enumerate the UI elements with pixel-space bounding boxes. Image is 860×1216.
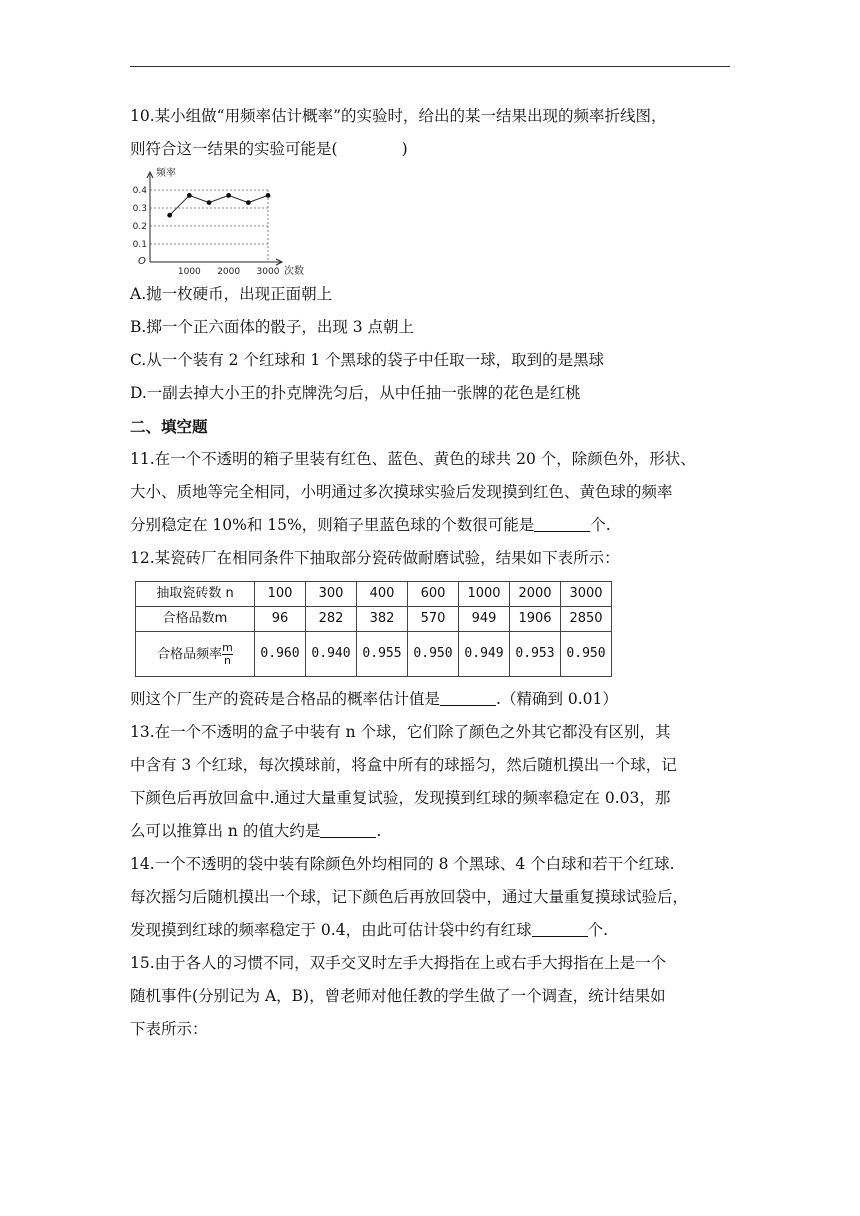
answer-blank	[534, 514, 590, 532]
tile-test-table	[135, 581, 612, 677]
q13-line-4: 么可以推算出 n 的值大约是 .	[130, 822, 382, 840]
q10-option-b: B.掷一个正六面体的骰子，出现 3 点朝上	[130, 318, 415, 336]
x-tick-label: 1000	[177, 267, 201, 277]
origin-label: O	[138, 256, 146, 267]
x-axis-label: 次数	[284, 266, 304, 277]
worksheet-content	[130, 100, 730, 1046]
x-tick-label: 3000	[256, 267, 280, 277]
q11-line-3: 分别稳定在 10%和 15%，则箱子里蓝色球的个数很可能是 个.	[130, 516, 611, 534]
table-cell: 0.953	[510, 632, 561, 677]
table-cell: 282	[306, 607, 357, 632]
q15-line-2: 随机事件(分别记为 A，B)，曾老师对他任教的学生做了一个调查，统计结果如	[130, 987, 666, 1005]
q10-option-a: A.抛一枚硬币，出现正面朝上	[130, 285, 333, 303]
q15-line-1: 15.由于各人的习惯不同，双手交叉时左手大拇指在上或右手大拇指在上是一个	[130, 954, 667, 972]
frequency-series-line	[170, 195, 268, 215]
table-cell: 96	[255, 607, 306, 632]
fraction-m-over-n: $\frac{m}{n}$	[222, 640, 233, 667]
table-cell: 300	[306, 582, 357, 607]
q13-line-1: 13.在一个不透明的盒子中装有 n 个球，它们除了颜色之外其它都没有区别，其	[130, 723, 671, 741]
row-header: 抽取瓷砖数 n	[136, 582, 255, 607]
q11-line-1: 11.在一个不透明的箱子里装有红色、蓝色、黄色的球共 20 个，除颜色外，形状、	[130, 450, 696, 468]
table-cell: 1000	[459, 582, 510, 607]
q14-line-1: 14.一个不透明的袋中装有除颜色外均相同的 8 个黑球、4 个白球和若干个红球.	[130, 855, 675, 873]
data-point	[187, 193, 192, 198]
data-point	[266, 193, 271, 198]
table-cell: 1906	[510, 607, 561, 632]
table-row	[136, 632, 612, 677]
table-cell: 0.950	[561, 632, 612, 677]
x-tick-label: 2000	[217, 267, 241, 277]
table-cell: 0.955	[357, 632, 408, 677]
table-cell: 0.960	[255, 632, 306, 677]
table-row	[136, 582, 612, 607]
table-cell: 400	[357, 582, 408, 607]
q14-line-3: 发现摸到红球的频率稳定于 0.4，由此可估计袋中约有红球 个.	[130, 921, 609, 939]
q13-line-2: 中含有 3 个红球，每次摸球前，将盒中所有的球摇匀，然后随机摸出一个球，记	[130, 756, 677, 774]
data-point	[207, 200, 212, 205]
answer-blank	[440, 688, 496, 706]
section-title: 二、填空题	[130, 417, 208, 436]
table-cell: 570	[408, 607, 459, 632]
table-row	[136, 607, 612, 632]
q14-line-2: 每次摇匀后随机摸出一个球，记下颜色后再放回袋中，通过大量重复摸球试验后，	[130, 888, 689, 906]
y-tick-label: 0.3	[132, 204, 147, 214]
table-cell: 382	[357, 607, 408, 632]
data-point	[226, 193, 231, 198]
q15-line-3: 下表所示：	[130, 1020, 208, 1038]
header-rule	[130, 66, 730, 67]
q10-line-2: 则符合这一结果的实验可能是( )	[130, 140, 408, 158]
y-tick-label: 0.1	[132, 240, 147, 250]
table-cell: 0.940	[306, 632, 357, 677]
y-tick-label: 0.4	[132, 186, 147, 196]
frequency-chart-svg	[130, 166, 330, 278]
table-cell: 0.949	[459, 632, 510, 677]
table-cell: 949	[459, 607, 510, 632]
table-cell: 600	[408, 582, 459, 607]
answer-blank	[320, 820, 376, 838]
y-tick-label: 0.2	[132, 222, 147, 232]
table-cell: 2000	[510, 582, 561, 607]
q10-option-d: D.一副去掉大小王的扑克牌洗匀后，从中任抽一张牌的花色是红桃	[130, 384, 581, 402]
data-point	[167, 213, 172, 218]
q12-intro: 12.某瓷砖厂在相同条件下抽取部分瓷砖做耐磨试验，结果如下表所示：	[130, 549, 620, 567]
table-cell: 3000	[561, 582, 612, 607]
q10-option-c: C.从一个装有 2 个红球和 1 个黑球的袋子中任取一球，取到的是黑球	[130, 351, 605, 369]
data-point	[246, 200, 251, 205]
table-cell: 100	[255, 582, 306, 607]
q13-line-3: 下颜色后再放回盒中.通过大量重复试验，发现摸到红球的频率稳定在 0.03，那	[130, 789, 671, 807]
q12-answer-line: 则这个厂生产的瓷砖是合格品的概率估计值是 .（精确到 0.01）	[130, 690, 618, 708]
y-axis-label: 频率	[156, 168, 176, 179]
table-cell: 2850	[561, 607, 612, 632]
table-cell: 0.950	[408, 632, 459, 677]
frequency-line-chart	[130, 166, 730, 278]
answer-blank	[532, 919, 588, 937]
row-header: 合格品频率 $\frac{m}{n}$	[136, 632, 255, 677]
q10-line-1: 10.某小组做“用频率估计概率”的实验时，给出的某一结果出现的频率折线图，	[130, 107, 667, 125]
q11-line-2: 大小、质地等完全相同，小明通过多次摸球实验后发现摸到红色、黄色球的频率	[130, 483, 673, 501]
row-header: 合格品数m	[136, 607, 255, 632]
